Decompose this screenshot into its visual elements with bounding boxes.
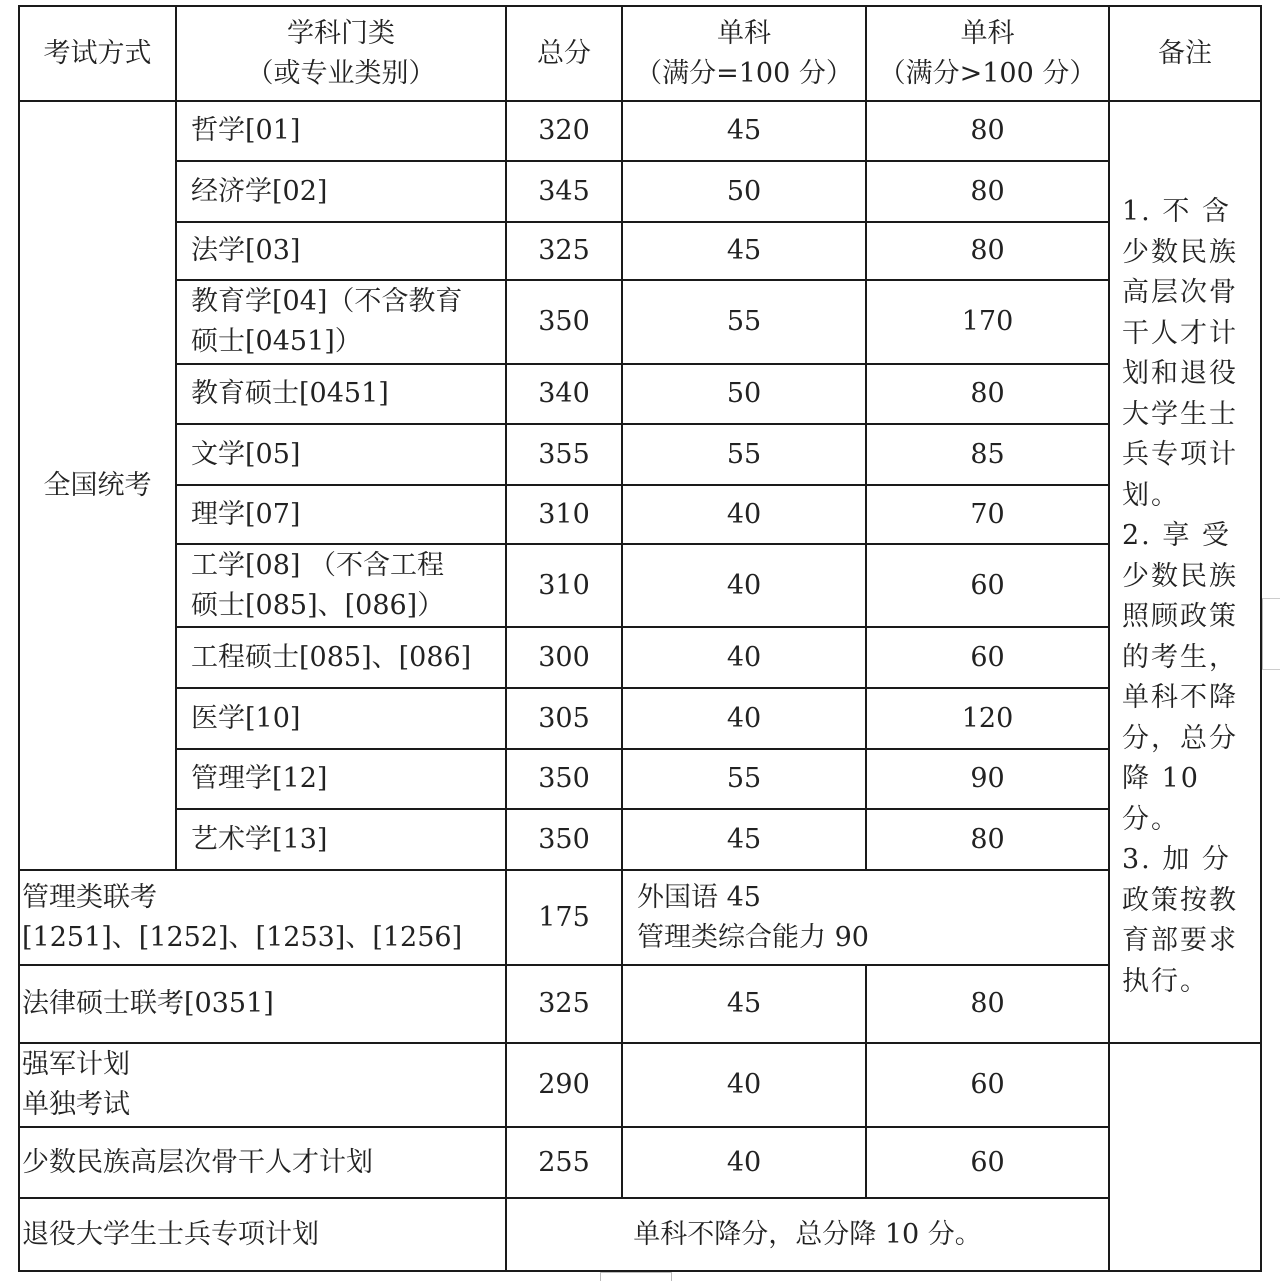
exam-method-strong-army: 强军计划 单独考试 [19, 1043, 506, 1127]
total-score-cell: 305 [506, 688, 622, 749]
single-100-cell: 55 [622, 749, 866, 809]
single-gt100-cell: 60 [866, 627, 1109, 688]
total-score-cell: 255 [506, 1127, 622, 1198]
header-single-100 [622, 6, 866, 101]
table-row [19, 280, 1261, 364]
header-single-gt100-line1: 单科 [960, 17, 1015, 49]
category-cell: 文学[05] [176, 424, 506, 485]
single-100-cell: 40 [622, 544, 866, 627]
category-cell: 哲学[01] [176, 101, 506, 161]
category-cell: 理学[07] [176, 485, 506, 544]
total-score-cell: 340 [506, 364, 622, 424]
total-score-cell: 300 [506, 627, 622, 688]
single-100-cell: 45 [622, 965, 866, 1043]
header-total: 总分 [506, 6, 622, 101]
category-cell: 教育学[04]（不含教育 硕士[0451]） [176, 280, 506, 364]
single-gt100-cell: 60 [866, 544, 1109, 627]
table-row [19, 364, 1261, 424]
total-score-cell: 310 [506, 485, 622, 544]
single-gt100-cell: 170 [866, 280, 1109, 364]
table-row [19, 749, 1261, 809]
single-100-cell: 40 [622, 688, 866, 749]
single-gt100-cell: 85 [866, 424, 1109, 485]
header-single-100-line1: 单科 [717, 17, 771, 49]
table-row-law-joint [19, 965, 1261, 1043]
header-row [19, 6, 1261, 101]
exam-method-mgmt-joint: 管理类联考 [1251]、[1252]、[1253]、[1256] [19, 870, 506, 965]
total-score-cell: 310 [506, 544, 622, 627]
category-cell: 经济学[02] [176, 161, 506, 222]
single-gt100-cell: 90 [866, 749, 1109, 809]
notes-text: 1. 不 含 少数民族 高层次骨 干人才计 划和退役 大学生士 兵专项计 划。 2. 享 受 少数民族 照顾政策 的考生， 单科不降 分，总分 降 10 分。 3. 加 分 政策按教 育部要求 执行。 [1122, 196, 1238, 997]
notes-cell [1109, 101, 1261, 1043]
table-row [19, 809, 1261, 870]
single-100-cell: 40 [622, 485, 866, 544]
table-row [19, 222, 1261, 280]
category-cell: 医学[10] [176, 688, 506, 749]
single-100-cell: 45 [622, 101, 866, 161]
single-100-cell: 45 [622, 222, 866, 280]
total-score-cell: 350 [506, 749, 622, 809]
single-100-cell: 40 [622, 627, 866, 688]
single-100-cell: 50 [622, 161, 866, 222]
adjacent-window-edge [1262, 598, 1280, 670]
header-single-gt100 [866, 6, 1109, 101]
header-notes: 备注 [1109, 6, 1261, 101]
single-100-cell: 40 [622, 1043, 866, 1127]
single-gt100-cell: 80 [866, 222, 1109, 280]
veterans-detail: 单科不降分，总分降 10 分。 [506, 1198, 1109, 1271]
total-score-cell: 290 [506, 1043, 622, 1127]
total-score-cell: 350 [506, 280, 622, 364]
header-single-100-line2: （满分=100 分） [635, 57, 853, 89]
single-100-cell: 45 [622, 809, 866, 870]
table-row-minority [19, 1127, 1261, 1198]
notes-empty-cell [1109, 1043, 1261, 1271]
exam-method-veterans: 退役大学生士兵专项计划 [19, 1198, 506, 1271]
total-score-cell: 325 [506, 965, 622, 1043]
single-gt100-cell: 80 [866, 101, 1109, 161]
category-cell: 工学[08] （不含工程 硕士[085]、[086]） [176, 544, 506, 627]
exam-method-law-joint: 法律硕士联考[0351] [19, 965, 506, 1043]
header-exam-method: 考试方式 [19, 6, 176, 101]
total-score-cell: 350 [506, 809, 622, 870]
single-gt100-cell: 60 [866, 1043, 1109, 1127]
header-category-line1: 学科门类 [287, 17, 395, 49]
table-row [19, 424, 1261, 485]
category-cell: 法学[03] [176, 222, 506, 280]
category-cell: 艺术学[13] [176, 809, 506, 870]
total-score-cell: 345 [506, 161, 622, 222]
header-single-gt100-line2: （满分>100 分） [878, 57, 1097, 89]
table-row-veterans [19, 1198, 1261, 1271]
table-row [19, 688, 1261, 749]
single-gt100-cell: 80 [866, 965, 1109, 1043]
total-score-cell: 175 [506, 870, 622, 965]
exam-method-national: 全国统考 [19, 101, 176, 870]
table-row [19, 485, 1261, 544]
category-cell: 管理学[12] [176, 749, 506, 809]
mgmt-joint-detail: 外国语 45 管理类综合能力 90 [622, 870, 1109, 965]
header-category [176, 6, 506, 101]
category-cell: 工程硕士[085]、[086] [176, 627, 506, 688]
single-gt100-cell: 60 [866, 1127, 1109, 1198]
table-row-mgmt-joint [19, 870, 1261, 965]
table-row [19, 627, 1261, 688]
category-cell: 教育硕士[0451] [176, 364, 506, 424]
single-gt100-cell: 120 [866, 688, 1109, 749]
total-score-cell: 320 [506, 101, 622, 161]
single-gt100-cell: 70 [866, 485, 1109, 544]
score-table-sheet [18, 5, 1262, 1272]
single-100-cell: 55 [622, 424, 866, 485]
table-row [19, 101, 1261, 161]
single-100-cell: 40 [622, 1127, 866, 1198]
table-row-strong-army [19, 1043, 1261, 1127]
single-gt100-cell: 80 [866, 161, 1109, 222]
exam-method-minority: 少数民族高层次骨干人才计划 [19, 1127, 506, 1198]
score-line-table [18, 5, 1262, 1272]
single-gt100-cell: 80 [866, 809, 1109, 870]
total-score-cell: 325 [506, 222, 622, 280]
single-gt100-cell: 80 [866, 364, 1109, 424]
total-score-cell: 355 [506, 424, 622, 485]
table-row [19, 544, 1261, 627]
single-100-cell: 50 [622, 364, 866, 424]
table-row [19, 161, 1261, 222]
single-100-cell: 55 [622, 280, 866, 364]
header-category-line2: （或专业类别） [246, 57, 436, 89]
